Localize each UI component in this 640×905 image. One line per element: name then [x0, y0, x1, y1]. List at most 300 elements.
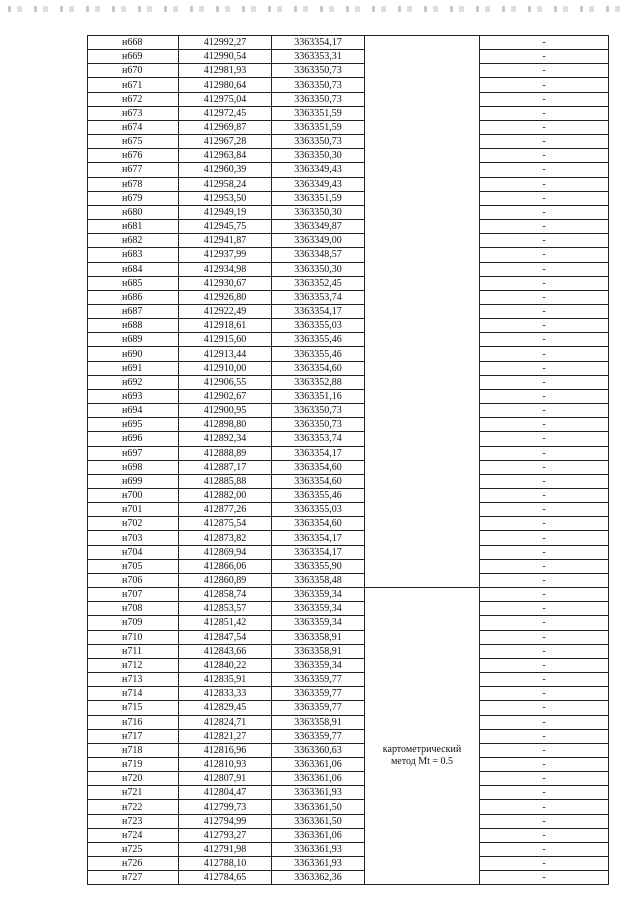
cell-y: 3363361,50	[272, 800, 365, 814]
cell-y: 3363358,91	[272, 715, 365, 729]
cell-point: н680	[88, 205, 179, 219]
cell-mark: -	[480, 50, 609, 64]
cell-x: 412794,99	[179, 814, 272, 828]
cell-mark: -	[480, 248, 609, 262]
cell-point: н684	[88, 262, 179, 276]
cell-y: 3363353,31	[272, 50, 365, 64]
cell-y: 3363361,06	[272, 828, 365, 842]
cell-x: 412900,95	[179, 404, 272, 418]
cell-y: 3363350,73	[272, 404, 365, 418]
cell-mark: -	[480, 220, 609, 234]
cell-mark: -	[480, 616, 609, 630]
cell-mark: -	[480, 135, 609, 149]
table-row	[88, 871, 609, 885]
cell-x: 412851,42	[179, 616, 272, 630]
cell-mark: -	[480, 772, 609, 786]
cell-x: 412902,67	[179, 389, 272, 403]
cell-point: н711	[88, 644, 179, 658]
cell-mark: -	[480, 673, 609, 687]
cell-y: 3363354,60	[272, 517, 365, 531]
cell-point: н695	[88, 418, 179, 432]
cell-x: 412873,82	[179, 531, 272, 545]
cell-x: 412975,04	[179, 92, 272, 106]
cell-x: 412853,57	[179, 602, 272, 616]
cell-x: 412833,33	[179, 687, 272, 701]
cell-y: 3363350,30	[272, 262, 365, 276]
cell-y: 3363352,45	[272, 276, 365, 290]
cell-x: 412810,93	[179, 757, 272, 771]
cell-point: н677	[88, 163, 179, 177]
table-row	[88, 92, 609, 106]
cell-y: 3363361,93	[272, 842, 365, 856]
cell-point: н716	[88, 715, 179, 729]
table-row	[88, 701, 609, 715]
cell-point: н703	[88, 531, 179, 545]
cell-y: 3363351,59	[272, 106, 365, 120]
cell-y: 3363354,60	[272, 460, 365, 474]
cell-x: 412953,50	[179, 191, 272, 205]
cell-y: 3363361,06	[272, 757, 365, 771]
cell-point: н694	[88, 404, 179, 418]
cell-point: н681	[88, 220, 179, 234]
cell-y: 3363359,34	[272, 616, 365, 630]
cell-point: н704	[88, 545, 179, 559]
table-row	[88, 559, 609, 573]
cell-x: 412860,89	[179, 573, 272, 587]
table-row	[88, 106, 609, 120]
cell-x: 412990,54	[179, 50, 272, 64]
cell-x: 412945,75	[179, 220, 272, 234]
cell-y: 3363359,77	[272, 687, 365, 701]
cell-point: н668	[88, 36, 179, 50]
table-row	[88, 814, 609, 828]
cell-y: 3363351,59	[272, 191, 365, 205]
table-row	[88, 489, 609, 503]
cell-mark: -	[480, 814, 609, 828]
cell-x: 412869,94	[179, 545, 272, 559]
cell-x: 412980,64	[179, 78, 272, 92]
scan-header-noise	[8, 6, 632, 12]
cell-y: 3363350,73	[272, 418, 365, 432]
cell-x: 412885,88	[179, 474, 272, 488]
table-row	[88, 446, 609, 460]
cell-mark: -	[480, 489, 609, 503]
table-row	[88, 375, 609, 389]
cell-point: н726	[88, 857, 179, 871]
cell-x: 412926,80	[179, 290, 272, 304]
cell-y: 3363348,57	[272, 248, 365, 262]
cell-point: н719	[88, 757, 179, 771]
cell-point: н676	[88, 149, 179, 163]
cell-x: 412992,27	[179, 36, 272, 50]
cell-x: 412858,74	[179, 588, 272, 602]
cell-x: 412840,22	[179, 658, 272, 672]
cell-point: н671	[88, 78, 179, 92]
cell-y: 3363350,73	[272, 135, 365, 149]
cell-point: н685	[88, 276, 179, 290]
table-row	[88, 474, 609, 488]
method-label-line1: картометрический	[382, 744, 462, 756]
table-row	[88, 857, 609, 871]
cell-point: н727	[88, 871, 179, 885]
cell-point: н700	[88, 489, 179, 503]
table-row	[88, 588, 609, 602]
cell-y: 3363359,34	[272, 602, 365, 616]
cell-point: н717	[88, 729, 179, 743]
cell-x: 412958,24	[179, 177, 272, 191]
table-row	[88, 772, 609, 786]
cell-mark: -	[480, 842, 609, 856]
cell-y: 3363349,43	[272, 177, 365, 191]
cell-mark: -	[480, 234, 609, 248]
cell-mark: -	[480, 106, 609, 120]
cell-x: 412918,61	[179, 319, 272, 333]
cell-mark: -	[480, 432, 609, 446]
table-row	[88, 361, 609, 375]
table-row	[88, 573, 609, 587]
table-row	[88, 687, 609, 701]
cell-y: 3363354,17	[272, 304, 365, 318]
cell-mark: -	[480, 389, 609, 403]
cell-mark: -	[480, 418, 609, 432]
cell-x: 412791,98	[179, 842, 272, 856]
cell-point: н669	[88, 50, 179, 64]
cell-x: 412835,91	[179, 673, 272, 687]
cell-point: н675	[88, 135, 179, 149]
cell-mark: -	[480, 319, 609, 333]
cell-y: 3363355,03	[272, 503, 365, 517]
cell-mark: -	[480, 347, 609, 361]
cell-mark: -	[480, 276, 609, 290]
table-row	[88, 828, 609, 842]
cell-y: 3363354,60	[272, 474, 365, 488]
cell-y: 3363354,17	[272, 36, 365, 50]
table-row	[88, 149, 609, 163]
table-row	[88, 404, 609, 418]
cell-y: 3363351,59	[272, 120, 365, 134]
cell-y: 3363354,17	[272, 446, 365, 460]
cell-mark: -	[480, 205, 609, 219]
table-row	[88, 503, 609, 517]
cell-mark: -	[480, 163, 609, 177]
cell-y: 3363362,36	[272, 871, 365, 885]
cell-mark: -	[480, 743, 609, 757]
table-row	[88, 616, 609, 630]
cell-point: н707	[88, 588, 179, 602]
cell-y: 3363353,74	[272, 290, 365, 304]
cell-mark: -	[480, 559, 609, 573]
cell-mark: -	[480, 644, 609, 658]
cell-point: н713	[88, 673, 179, 687]
cell-mark: -	[480, 630, 609, 644]
cell-y: 3363355,46	[272, 347, 365, 361]
table-row	[88, 389, 609, 403]
cell-point: н708	[88, 602, 179, 616]
cell-mark: -	[480, 290, 609, 304]
cell-point: н710	[88, 630, 179, 644]
table-row	[88, 757, 609, 771]
cell-y: 3363355,46	[272, 489, 365, 503]
table-row	[88, 347, 609, 361]
cell-y: 3363355,90	[272, 559, 365, 573]
cell-x: 412888,89	[179, 446, 272, 460]
cell-y: 3363350,73	[272, 92, 365, 106]
table-row	[88, 205, 609, 219]
cell-y: 3363349,43	[272, 163, 365, 177]
method-label-line2: метод Mt = 0.5	[390, 756, 454, 768]
table-row	[88, 177, 609, 191]
cell-mark: -	[480, 687, 609, 701]
cell-x: 412875,54	[179, 517, 272, 531]
cell-point: н692	[88, 375, 179, 389]
cell-point: н699	[88, 474, 179, 488]
table-row	[88, 673, 609, 687]
cell-mark: -	[480, 361, 609, 375]
table-row	[88, 800, 609, 814]
cell-point: н689	[88, 333, 179, 347]
cell-x: 412949,19	[179, 205, 272, 219]
cell-mark: -	[480, 120, 609, 134]
table-row	[88, 531, 609, 545]
cell-mark: -	[480, 857, 609, 871]
cell-mark: -	[480, 588, 609, 602]
coordinates-table	[87, 35, 609, 885]
cell-mark: -	[480, 503, 609, 517]
cell-x: 412934,98	[179, 262, 272, 276]
cell-x: 412807,91	[179, 772, 272, 786]
cell-point: н678	[88, 177, 179, 191]
cell-x: 412941,87	[179, 234, 272, 248]
cell-mark: -	[480, 715, 609, 729]
cell-point: н683	[88, 248, 179, 262]
cell-mark: -	[480, 729, 609, 743]
cell-mark: -	[480, 701, 609, 715]
cell-x: 412882,00	[179, 489, 272, 503]
table-row	[88, 715, 609, 729]
cell-point: н725	[88, 842, 179, 856]
cell-y: 3363358,48	[272, 573, 365, 587]
cell-x: 412892,34	[179, 432, 272, 446]
cell-mark: -	[480, 64, 609, 78]
cell-y: 3363359,34	[272, 658, 365, 672]
table-row	[88, 64, 609, 78]
cell-mark: -	[480, 531, 609, 545]
method-cell	[365, 588, 480, 885]
cell-mark: -	[480, 262, 609, 276]
cell-point: н690	[88, 347, 179, 361]
cell-x: 412788,10	[179, 857, 272, 871]
cell-y: 3363359,77	[272, 673, 365, 687]
cell-y: 3363361,06	[272, 772, 365, 786]
method-cell-empty	[365, 36, 480, 588]
cell-mark: -	[480, 474, 609, 488]
cell-x: 412915,60	[179, 333, 272, 347]
cell-x: 412972,45	[179, 106, 272, 120]
table-row	[88, 135, 609, 149]
table-row	[88, 290, 609, 304]
table-row	[88, 234, 609, 248]
cell-x: 412969,87	[179, 120, 272, 134]
cell-x: 412967,28	[179, 135, 272, 149]
table-row	[88, 743, 609, 757]
cell-point: н702	[88, 517, 179, 531]
cell-point: н701	[88, 503, 179, 517]
cell-x: 412937,99	[179, 248, 272, 262]
cell-y: 3363360,63	[272, 743, 365, 757]
cell-y: 3363361,50	[272, 814, 365, 828]
cell-x: 412829,45	[179, 701, 272, 715]
table-row	[88, 658, 609, 672]
cell-y: 3363349,87	[272, 220, 365, 234]
table-row	[88, 602, 609, 616]
table-row	[88, 319, 609, 333]
cell-x: 412799,73	[179, 800, 272, 814]
cell-y: 3363350,73	[272, 64, 365, 78]
cell-y: 3363353,74	[272, 432, 365, 446]
cell-mark: -	[480, 375, 609, 389]
cell-x: 412877,26	[179, 503, 272, 517]
cell-point: н674	[88, 120, 179, 134]
cell-x: 412922,49	[179, 304, 272, 318]
cell-mark: -	[480, 545, 609, 559]
table-row	[88, 545, 609, 559]
cell-mark: -	[480, 460, 609, 474]
cell-x: 412784,65	[179, 871, 272, 885]
cell-point: н720	[88, 772, 179, 786]
cell-y: 3363355,03	[272, 319, 365, 333]
table-row	[88, 120, 609, 134]
cell-point: н722	[88, 800, 179, 814]
cell-point: н721	[88, 786, 179, 800]
cell-mark: -	[480, 757, 609, 771]
cell-x: 412906,55	[179, 375, 272, 389]
cell-mark: -	[480, 404, 609, 418]
table-row	[88, 262, 609, 276]
cell-point: н709	[88, 616, 179, 630]
cell-point: н706	[88, 573, 179, 587]
cell-y: 3363352,88	[272, 375, 365, 389]
cell-x: 412793,27	[179, 828, 272, 842]
table-row	[88, 786, 609, 800]
cell-x: 412821,27	[179, 729, 272, 743]
cell-x: 412960,39	[179, 163, 272, 177]
cell-y: 3363349,00	[272, 234, 365, 248]
cell-mark: -	[480, 191, 609, 205]
table-row	[88, 517, 609, 531]
cell-mark: -	[480, 828, 609, 842]
cell-x: 412963,84	[179, 149, 272, 163]
cell-mark: -	[480, 177, 609, 191]
table-row	[88, 191, 609, 205]
cell-y: 3363351,16	[272, 389, 365, 403]
cell-y: 3363354,60	[272, 361, 365, 375]
cell-point: н687	[88, 304, 179, 318]
cell-y: 3363358,91	[272, 644, 365, 658]
cell-y: 3363359,77	[272, 701, 365, 715]
cell-point: н686	[88, 290, 179, 304]
cell-x: 412824,71	[179, 715, 272, 729]
cell-y: 3363359,77	[272, 729, 365, 743]
cell-y: 3363350,73	[272, 78, 365, 92]
table-row	[88, 50, 609, 64]
cell-x: 412804,47	[179, 786, 272, 800]
cell-point: н673	[88, 106, 179, 120]
cell-x: 412898,80	[179, 418, 272, 432]
cell-mark: -	[480, 786, 609, 800]
cell-mark: -	[480, 602, 609, 616]
cell-x: 412816,96	[179, 743, 272, 757]
cell-mark: -	[480, 304, 609, 318]
cell-mark: -	[480, 658, 609, 672]
cell-x: 412910,00	[179, 361, 272, 375]
cell-mark: -	[480, 333, 609, 347]
table-row	[88, 333, 609, 347]
table-row	[88, 276, 609, 290]
cell-point: н696	[88, 432, 179, 446]
cell-mark: -	[480, 573, 609, 587]
cell-mark: -	[480, 446, 609, 460]
cell-y: 3363350,30	[272, 149, 365, 163]
table-row	[88, 842, 609, 856]
cell-x: 412843,66	[179, 644, 272, 658]
table-row	[88, 220, 609, 234]
cell-y: 3363361,93	[272, 786, 365, 800]
cell-y: 3363358,91	[272, 630, 365, 644]
table-row	[88, 36, 609, 50]
table-row	[88, 304, 609, 318]
cell-point: н714	[88, 687, 179, 701]
table-row	[88, 644, 609, 658]
cell-y: 3363354,17	[272, 531, 365, 545]
cell-point: н715	[88, 701, 179, 715]
cell-point: н697	[88, 446, 179, 460]
cell-point: н705	[88, 559, 179, 573]
cell-mark: -	[480, 871, 609, 885]
cell-point: н698	[88, 460, 179, 474]
cell-mark: -	[480, 92, 609, 106]
table-row	[88, 460, 609, 474]
cell-point: н672	[88, 92, 179, 106]
cell-point: н712	[88, 658, 179, 672]
table-row	[88, 78, 609, 92]
cell-point: н691	[88, 361, 179, 375]
cell-mark: -	[480, 517, 609, 531]
table-row	[88, 432, 609, 446]
cell-x: 412981,93	[179, 64, 272, 78]
cell-point: н682	[88, 234, 179, 248]
cell-x: 412887,17	[179, 460, 272, 474]
cell-mark: -	[480, 149, 609, 163]
cell-x: 412930,67	[179, 276, 272, 290]
table-row	[88, 418, 609, 432]
cell-x: 412866,06	[179, 559, 272, 573]
cell-mark: -	[480, 36, 609, 50]
cell-y: 3363355,46	[272, 333, 365, 347]
cell-point: н724	[88, 828, 179, 842]
cell-x: 412847,54	[179, 630, 272, 644]
cell-y: 3363350,30	[272, 205, 365, 219]
cell-y: 3363354,17	[272, 545, 365, 559]
table-row	[88, 248, 609, 262]
cell-point: н718	[88, 743, 179, 757]
cell-point: н723	[88, 814, 179, 828]
cell-point: н688	[88, 319, 179, 333]
cell-mark: -	[480, 800, 609, 814]
table-row	[88, 163, 609, 177]
cell-mark: -	[480, 78, 609, 92]
cell-x: 412913,44	[179, 347, 272, 361]
cell-point: н693	[88, 389, 179, 403]
